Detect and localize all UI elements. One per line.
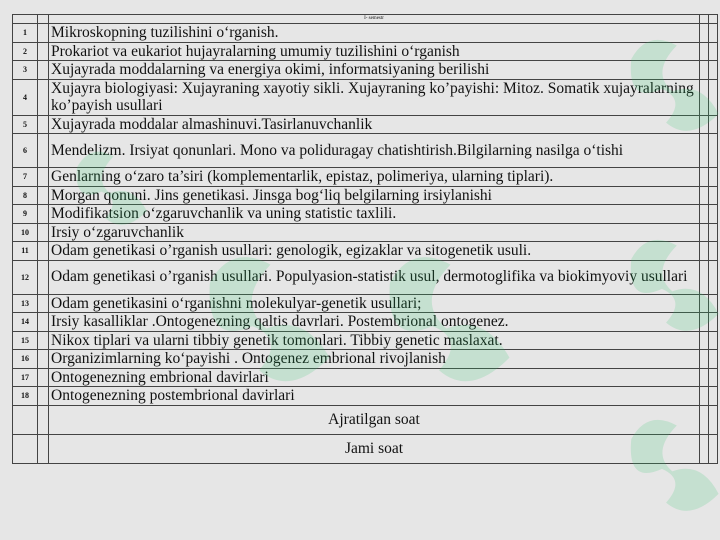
gap-cell <box>38 61 49 80</box>
topic-number: 15 <box>13 331 38 350</box>
hours-cell <box>709 42 718 61</box>
topic-row <box>13 42 718 61</box>
topic-title: Morgan qonuni. Jins genetikasi. Jinsga bog‘liq belgilarning irsiylanishi <box>49 186 700 205</box>
total-hours-row <box>13 434 718 463</box>
hours-cell <box>700 24 709 43</box>
empty-cell <box>13 434 38 463</box>
topic-row <box>13 24 718 43</box>
topic-title: Mendelizm. Irsiyat qonunlari. Mono va poliduragay chatishtirish.Bilgilarning nasilga o‘tishi <box>49 134 700 168</box>
topic-title: Xujayra biologiyasi: Xujayraning xayotiy sikli. Xujayraning ko’payishi: Mitoz. Somatik xujayralarning ko’payish usullari <box>49 79 700 115</box>
topic-number: 6 <box>13 134 38 168</box>
header-num-cell <box>13 15 38 24</box>
topic-title: Odam genetikasi o’rganish usullari: genologik, egizaklar va sitogenetik usuli. <box>49 242 700 261</box>
hours-cell <box>700 134 709 168</box>
hours-cell <box>709 387 718 406</box>
hours-cell <box>709 24 718 43</box>
topic-title: Odam genetikasi o’rganish usullari. Populyasion-statistik usul, dermotoglifika va biokimyoviy usullari <box>49 260 700 294</box>
gap-cell <box>38 168 49 187</box>
topic-number: 4 <box>13 79 38 115</box>
topic-title: Ontogenezning embrional davirlari <box>49 368 700 387</box>
hours-cell <box>709 134 718 168</box>
topic-title: Odam genetikasini o‘rganishni molekulyar-genetik usullari; <box>49 294 700 313</box>
topic-number: 3 <box>13 61 38 80</box>
topic-number: 11 <box>13 242 38 261</box>
topic-row <box>13 260 718 294</box>
hours-cell <box>709 434 718 463</box>
topic-title: Xujayrada moddalarning va energiya okimi, informatsiyaning berilishi <box>49 61 700 80</box>
semester-label: I- semestr <box>49 15 700 24</box>
hours-cell <box>700 61 709 80</box>
hours-cell <box>700 115 709 134</box>
topic-row <box>13 368 718 387</box>
lesson-plan-body <box>13 15 718 464</box>
topic-number: 17 <box>13 368 38 387</box>
gap-cell <box>38 242 49 261</box>
total-hours-label: Jami soat <box>49 434 700 463</box>
gap-cell <box>38 205 49 224</box>
topic-row <box>13 223 718 242</box>
allocated-hours-label: Ajratilgan soat <box>49 405 700 434</box>
topic-number: 12 <box>13 260 38 294</box>
hours-cell <box>700 405 709 434</box>
hours-cell <box>700 331 709 350</box>
gap-cell <box>38 79 49 115</box>
topic-row <box>13 242 718 261</box>
topic-number: 13 <box>13 294 38 313</box>
topic-number: 14 <box>13 313 38 332</box>
topic-title: Organizimlarning ko‘payishi . Ontogenez embrional rivojlanish <box>49 350 700 369</box>
topic-row <box>13 350 718 369</box>
hours-cell <box>709 223 718 242</box>
empty-cell <box>13 405 38 434</box>
topic-number: 8 <box>13 186 38 205</box>
empty-cell <box>38 405 49 434</box>
topic-row <box>13 331 718 350</box>
gap-cell <box>38 368 49 387</box>
hours-cell <box>709 205 718 224</box>
topic-row <box>13 134 718 168</box>
empty-cell <box>38 434 49 463</box>
topic-number: 16 <box>13 350 38 369</box>
topic-row <box>13 168 718 187</box>
hours-cell <box>700 205 709 224</box>
topic-number: 9 <box>13 205 38 224</box>
hours-cell <box>709 260 718 294</box>
hours-cell <box>700 186 709 205</box>
topic-title: Modifikatsion o‘zgaruvchanlik va uning statistic taxlili. <box>49 205 700 224</box>
gap-cell <box>38 134 49 168</box>
hours-cell <box>700 434 709 463</box>
hours-cell <box>709 368 718 387</box>
topic-number: 2 <box>13 42 38 61</box>
topic-title: Genlarning o‘zaro ta’siri (komplementarlik, epistaz, polimeriya, ularning tiplari). <box>49 168 700 187</box>
hours-cell <box>700 223 709 242</box>
topic-row <box>13 294 718 313</box>
topic-number: 10 <box>13 223 38 242</box>
topic-row <box>13 61 718 80</box>
lesson-plan-table <box>12 14 718 464</box>
topic-title: Mikroskopning tuzilishini o‘rganish. <box>49 24 700 43</box>
hours-cell <box>700 168 709 187</box>
hours-cell <box>709 294 718 313</box>
hours-cell <box>700 350 709 369</box>
topic-title: Irsiy o‘zgaruvchanlik <box>49 223 700 242</box>
hours-cell <box>709 242 718 261</box>
topic-title: Ontogenezning postembrional davirlari <box>49 387 700 406</box>
gap-cell <box>38 115 49 134</box>
hours-cell <box>700 387 709 406</box>
hours-cell <box>700 242 709 261</box>
gap-cell <box>38 260 49 294</box>
gap-cell <box>38 331 49 350</box>
hours-cell <box>709 79 718 115</box>
hours-cell <box>700 313 709 332</box>
allocated-hours-row <box>13 405 718 434</box>
topic-title: Prokariot va eukariot hujayralarning umumiy tuzilishini o‘rganish <box>49 42 700 61</box>
topic-number: 18 <box>13 387 38 406</box>
gap-cell <box>38 313 49 332</box>
header-gap-cell <box>38 15 49 24</box>
hours-cell <box>709 331 718 350</box>
hours-cell <box>709 350 718 369</box>
hours-cell <box>700 260 709 294</box>
header-side-cell <box>700 15 709 24</box>
topic-row <box>13 186 718 205</box>
gap-cell <box>38 42 49 61</box>
gap-cell <box>38 387 49 406</box>
gap-cell <box>38 223 49 242</box>
gap-cell <box>38 350 49 369</box>
topic-number: 5 <box>13 115 38 134</box>
topic-row <box>13 205 718 224</box>
hours-cell <box>709 61 718 80</box>
hours-cell <box>700 42 709 61</box>
hours-cell <box>709 405 718 434</box>
hours-cell <box>700 368 709 387</box>
topic-row <box>13 387 718 406</box>
topic-title: Xujayrada moddalar almashinuvi.Tasirlanuvchanlik <box>49 115 700 134</box>
header-side-cell <box>709 15 718 24</box>
topic-row <box>13 79 718 115</box>
gap-cell <box>38 294 49 313</box>
topic-number: 1 <box>13 24 38 43</box>
hours-cell <box>709 186 718 205</box>
semester-header-row <box>13 15 718 24</box>
hours-cell <box>700 79 709 115</box>
hours-cell <box>700 294 709 313</box>
hours-cell <box>709 168 718 187</box>
topic-number: 7 <box>13 168 38 187</box>
hours-cell <box>709 115 718 134</box>
topic-title: Nikox tiplari va ularni tibbiy genetik tomonlari. Tibbiy genetic maslaxat. <box>49 331 700 350</box>
gap-cell <box>38 186 49 205</box>
topic-row <box>13 115 718 134</box>
hours-cell <box>709 313 718 332</box>
gap-cell <box>38 24 49 43</box>
topic-title: Irsiy kasalliklar .Ontogenezning qaltis davrlari. Postembrional ontogenez. <box>49 313 700 332</box>
topic-row <box>13 313 718 332</box>
